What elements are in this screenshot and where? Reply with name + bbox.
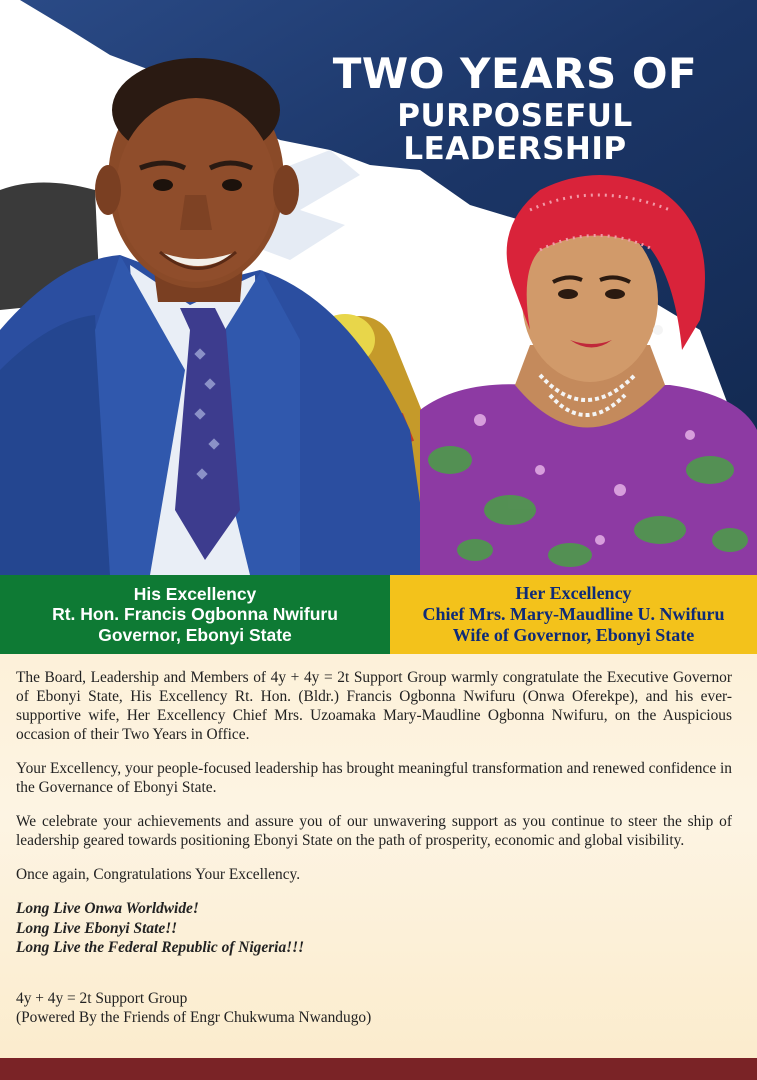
first-lady-portrait-icon [420, 170, 757, 575]
message-paragraph-1: The Board, Leadership and Members of 4y + 4y = 2t Support Group warmly congratulate the Executive Governor of Ebonyi State, His Excellency Rt. Hon. (Bldr.) Francis Ogbonna Nwifuru (Onwa Oferekpe), and his ever-supportive wife, Her Excellency Chief Mrs. Uzoamaka Mary-Maudline Ogbonna Nwifuru, on the Auspicious occasion of their Two Years in Office. [16, 669, 732, 743]
wife-name: Chief Mrs. Mary-Maudline U. Nwifuru [422, 604, 725, 625]
governor-portrait-icon [0, 40, 450, 575]
message-paragraph-3: We celebrate your achievements and assure you of our unwavering support as you continue to steer the ship of leadership geared towards positioning Ebonyi State on the path of prosperity, economic and global visibility. [16, 813, 732, 849]
long-live-list [16, 899, 732, 958]
message-paragraph-2: Your Excellency, your people-focused leadership has brought meaningful transformation and renewed confidence in the Governance of Ebonyi State. [16, 760, 732, 796]
long-live-line: Long Live the Federal Republic of Nigeria!!! [16, 939, 305, 956]
wife-caption [390, 575, 757, 654]
message-text [16, 668, 732, 1027]
governor-title: His Excellency [133, 584, 257, 605]
governor-role: Governor, Ebonyi State [98, 624, 292, 645]
signature-group: 4y + 4y = 2t Support Group [16, 989, 188, 1007]
signature-powered-by: (Powered By the Friends of Engr Chukwuma Nwandugo) [16, 1008, 372, 1026]
footer-bar [0, 1058, 757, 1080]
governor-name: Rt. Hon. Francis Ogbonna Nwifuru [52, 604, 338, 625]
signature [16, 989, 732, 1027]
headline-line1: TWO YEARS OF [332, 49, 698, 98]
governor-caption [0, 575, 390, 654]
message-section [0, 654, 757, 1058]
wife-role: Wife of Governor, Ebonyi State [452, 624, 695, 645]
headline-line2: PURPOSEFUL LEADERSHIP [397, 98, 633, 167]
long-live-line: Long Live Ebonyi State!! [16, 919, 178, 937]
message-paragraph-4: Once again, Congratulations Your Excellency. [16, 866, 301, 883]
wife-title: Her Excellency [515, 583, 632, 604]
long-live-line: Long Live Onwa Worldwide! [16, 900, 199, 917]
